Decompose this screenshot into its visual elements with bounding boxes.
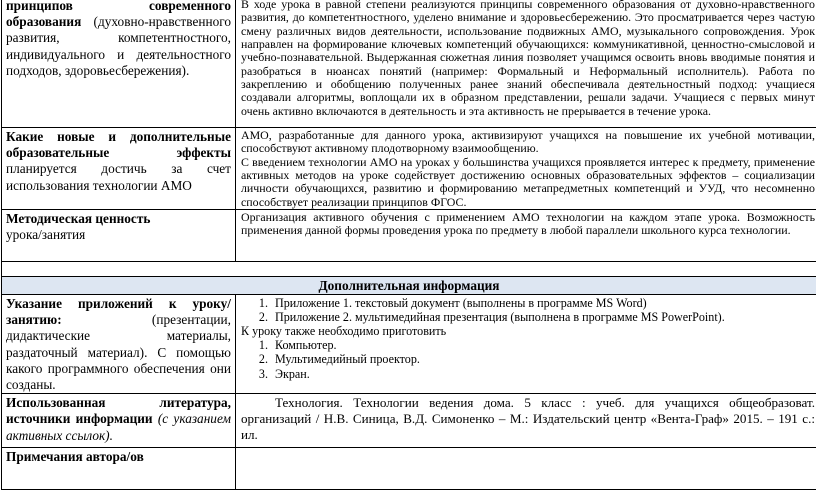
list-item: 2. Мультимедийный проектор. bbox=[271, 352, 815, 366]
row-label bbox=[2, 210, 236, 262]
principles-text: В ходе урока в равной степени реализуются принципы современного образования от духовно-нравственного развития, до компетентностного, уделено внимание и здоровьесбережению. Это просматривается через частую смену различных видов деятельности, использование подвижных АМО, музыкального сопровождения. Урок направлен на формирование ключевых компетенций обучающихся: коммуникативной, ценностно-смысловой и учебно-познавательной. Выдержанная сюжетная линия позволяет учащимся освоить вновь вводимые понятия и разобраться в нюансах понятий (например: Формальный и Неформальный исполнитель). Работа по закреплению и обобщению полученных ранее знаний обеспечивала деятельностный подход: учащиеся создавали алгоритмы, воплощали их в образном представлении, решали задачи. Учащиеся с первых минут очень активно включаются в деятельность и эта активность не прерывается в течение урока. bbox=[241, 0, 815, 118]
row-label bbox=[2, 448, 236, 490]
table-row-literature bbox=[2, 394, 816, 448]
prepare-list bbox=[241, 338, 815, 380]
table-row-effects bbox=[2, 128, 816, 210]
lesson-info-table bbox=[1, 0, 816, 490]
row-content bbox=[236, 295, 816, 394]
row-label-rest: (презентации, дидактические материалы, раздаточный материал). С помощью какого программного обеспечения они созданы. bbox=[6, 312, 231, 393]
row-label-italic: (с указанием активных ссылок). bbox=[6, 411, 232, 443]
row-label bbox=[2, 128, 236, 210]
row-label-bold: Примечания автора/ов bbox=[6, 449, 144, 465]
row-content bbox=[236, 0, 816, 128]
row-label-bold: Использованная литература, источники информации bbox=[6, 395, 231, 427]
row-content bbox=[236, 128, 816, 210]
prepare-text: К уроку также необходимо приготовить bbox=[241, 324, 447, 339]
value-text: Организация активного обучения с применением АМО технологии на каждом этапе урока. Возможность применения данной формы проведения урока по предмету в любой параллели школьного курса технологии. bbox=[241, 210, 815, 238]
row-label bbox=[2, 394, 236, 448]
effects-text-2: С введением технологии АМО на уроках у большинства учащихся проявляется интерес к предмету, применение активных методов на уроке содействует достижению основных образовательных эффектов – социализации личности обучающихся, развитию и формированию метапредметных компетенций и УУД, что несомненно способствует реализации принципов ФГОС. bbox=[241, 154, 815, 209]
row-label bbox=[2, 295, 236, 394]
row-label-rest: урока/занятия bbox=[6, 227, 86, 243]
list-item: 2. Приложение 2. мультимедийная презентация (выполнена в программе MS PowerPoint). bbox=[271, 310, 815, 324]
row-label-bold: Указание приложений к уроку/занятию: bbox=[6, 296, 231, 328]
appendix-list bbox=[241, 296, 815, 324]
list-item: 1. Приложение 1. текстовый документ (выполнены в программе MS Word) bbox=[271, 296, 815, 310]
row-label-bold: Какие новые и дополнительные образовательные эффекты bbox=[6, 129, 231, 161]
row-content bbox=[236, 394, 816, 448]
row-label-bold: Методическая ценность bbox=[6, 211, 151, 227]
row-label-rest: планируется достичь за счет использования технологии АМО bbox=[6, 161, 231, 193]
effects-text-1: АМО, разработанные для данного урока, активизируют учащихся на повышение их учебной мотивации, способствуют активному плодотворному взаимообщению. bbox=[241, 128, 815, 156]
section-header-row bbox=[2, 277, 816, 295]
literature-text: Технология. Технологии ведения дома. 5 класс : учеб. для учащихся общеобразоват. организаций / Н.В. Синица, В.Д. Симоненко – М.: Издательский центр «Вента-Граф» 2015. – 191 с.: ил. bbox=[241, 395, 815, 443]
row-label-rest: (духовно-нравственного развития, компетентностного, индивидуального и деятельностного подходов, здоровьесбережения). bbox=[6, 14, 231, 78]
notes-content[interactable] bbox=[236, 448, 816, 490]
table-row-principles bbox=[2, 0, 816, 128]
list-item: 1. Компьютер. bbox=[271, 338, 815, 352]
row-label bbox=[2, 0, 236, 128]
table-row-spacer bbox=[2, 262, 816, 277]
row-content bbox=[236, 210, 816, 262]
row-label-bold: принципов современного образования bbox=[6, 0, 231, 30]
table-row-appendix bbox=[2, 295, 816, 394]
table-row-value bbox=[2, 210, 816, 262]
table-row-notes bbox=[2, 448, 816, 490]
list-item: 3. Экран. bbox=[271, 367, 815, 381]
section-header: Дополнительная информация bbox=[2, 277, 816, 295]
